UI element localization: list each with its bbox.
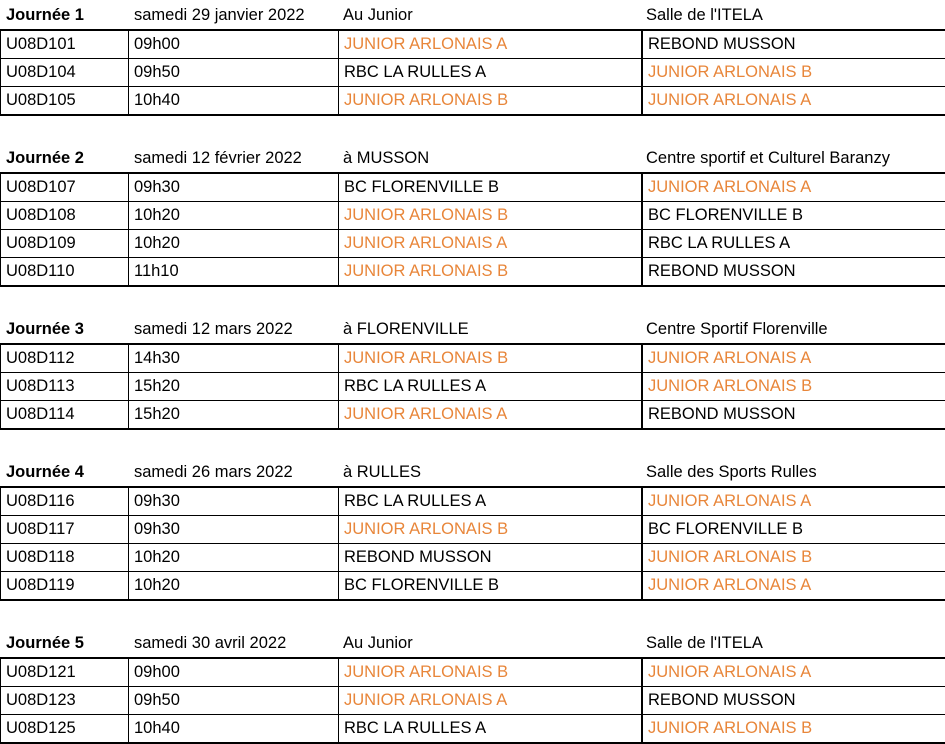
journee-block bbox=[0, 0, 945, 116]
matches-table bbox=[0, 172, 945, 287]
match-code: U08D113 bbox=[1, 373, 129, 401]
block-spacer bbox=[0, 116, 945, 143]
match-code: U08D110 bbox=[1, 258, 129, 287]
match-time: 14h30 bbox=[129, 344, 339, 373]
away-team: JUNIOR ARLONAIS B bbox=[642, 544, 945, 572]
home-team: BC FLORENVILLE B bbox=[339, 173, 643, 202]
journee-date: samedi 30 avril 2022 bbox=[134, 634, 286, 653]
home-team: JUNIOR ARLONAIS A bbox=[339, 687, 643, 715]
away-team: JUNIOR ARLONAIS A bbox=[642, 572, 945, 601]
home-team: RBC LA RULLES A bbox=[339, 487, 643, 516]
match-code: U08D104 bbox=[1, 59, 129, 87]
journee-place: à FLORENVILLE bbox=[343, 320, 469, 339]
away-team: JUNIOR ARLONAIS A bbox=[642, 87, 945, 116]
table-row bbox=[1, 258, 945, 287]
journee-venue: Salle des Sports Rulles bbox=[646, 463, 817, 482]
journee-block bbox=[0, 314, 945, 430]
journee-block bbox=[0, 628, 945, 744]
table-row bbox=[1, 516, 945, 544]
away-team: JUNIOR ARLONAIS B bbox=[642, 715, 945, 744]
away-team: BC FLORENVILLE B bbox=[642, 516, 945, 544]
table-row bbox=[1, 658, 945, 687]
table-row bbox=[1, 544, 945, 572]
match-time: 09h00 bbox=[129, 658, 339, 687]
table-row bbox=[1, 401, 945, 430]
journee-block bbox=[0, 457, 945, 601]
journee-date: samedi 12 mars 2022 bbox=[134, 320, 293, 339]
matches-table bbox=[0, 657, 945, 744]
journee-venue: Centre sportif et Culturel Baranzy bbox=[646, 149, 890, 168]
away-team: BC FLORENVILLE B bbox=[642, 202, 945, 230]
block-spacer bbox=[0, 430, 945, 457]
table-row bbox=[1, 59, 945, 87]
journee-venue: Centre Sportif Florenville bbox=[646, 320, 828, 339]
match-time: 09h30 bbox=[129, 487, 339, 516]
matches-table bbox=[0, 486, 945, 601]
home-team: JUNIOR ARLONAIS A bbox=[339, 230, 643, 258]
table-row bbox=[1, 687, 945, 715]
match-code: U08D114 bbox=[1, 401, 129, 430]
journee-date: samedi 26 mars 2022 bbox=[134, 463, 293, 482]
journee-place: Au Junior bbox=[343, 634, 413, 653]
away-team: REBOND MUSSON bbox=[642, 258, 945, 287]
journee-label: Journée 1 bbox=[6, 6, 84, 25]
away-team: JUNIOR ARLONAIS A bbox=[642, 658, 945, 687]
table-row bbox=[1, 230, 945, 258]
match-code: U08D123 bbox=[1, 687, 129, 715]
match-time: 10h40 bbox=[129, 87, 339, 116]
table-row bbox=[1, 715, 945, 744]
match-time: 09h50 bbox=[129, 687, 339, 715]
away-team: JUNIOR ARLONAIS B bbox=[642, 373, 945, 401]
match-code: U08D117 bbox=[1, 516, 129, 544]
match-time: 10h40 bbox=[129, 715, 339, 744]
journee-header bbox=[0, 314, 945, 343]
journee-header bbox=[0, 143, 945, 172]
journee-header bbox=[0, 0, 945, 29]
journee-place: à RULLES bbox=[343, 463, 421, 482]
journee-venue: Salle de l'ITELA bbox=[646, 634, 763, 653]
away-team: JUNIOR ARLONAIS A bbox=[642, 344, 945, 373]
away-team: JUNIOR ARLONAIS A bbox=[642, 487, 945, 516]
home-team: REBOND MUSSON bbox=[339, 544, 643, 572]
journee-header bbox=[0, 628, 945, 657]
match-time: 10h20 bbox=[129, 544, 339, 572]
home-team: JUNIOR ARLONAIS B bbox=[339, 202, 643, 230]
home-team: BC FLORENVILLE B bbox=[339, 572, 643, 601]
journee-date: samedi 29 janvier 2022 bbox=[134, 6, 305, 25]
matches-table bbox=[0, 29, 945, 116]
match-code: U08D107 bbox=[1, 173, 129, 202]
journee-date: samedi 12 février 2022 bbox=[134, 149, 302, 168]
match-time: 10h20 bbox=[129, 202, 339, 230]
table-row bbox=[1, 373, 945, 401]
table-row bbox=[1, 202, 945, 230]
table-row bbox=[1, 487, 945, 516]
home-team: JUNIOR ARLONAIS A bbox=[339, 401, 643, 430]
match-time: 10h20 bbox=[129, 572, 339, 601]
match-time: 09h30 bbox=[129, 173, 339, 202]
journee-place: Au Junior bbox=[343, 6, 413, 25]
match-time: 15h20 bbox=[129, 401, 339, 430]
match-time: 09h00 bbox=[129, 30, 339, 59]
home-team: JUNIOR ARLONAIS A bbox=[339, 30, 643, 59]
away-team: JUNIOR ARLONAIS A bbox=[642, 173, 945, 202]
home-team: JUNIOR ARLONAIS B bbox=[339, 658, 643, 687]
table-row bbox=[1, 572, 945, 601]
away-team: RBC LA RULLES A bbox=[642, 230, 945, 258]
match-code: U08D119 bbox=[1, 572, 129, 601]
home-team: JUNIOR ARLONAIS B bbox=[339, 516, 643, 544]
home-team: RBC LA RULLES A bbox=[339, 373, 643, 401]
home-team: JUNIOR ARLONAIS B bbox=[339, 258, 643, 287]
away-team: REBOND MUSSON bbox=[642, 401, 945, 430]
match-code: U08D108 bbox=[1, 202, 129, 230]
match-time: 15h20 bbox=[129, 373, 339, 401]
table-row bbox=[1, 87, 945, 116]
journee-label: Journée 5 bbox=[6, 634, 84, 653]
home-team: JUNIOR ARLONAIS B bbox=[339, 87, 643, 116]
matches-table bbox=[0, 343, 945, 430]
match-code: U08D125 bbox=[1, 715, 129, 744]
match-time: 10h20 bbox=[129, 230, 339, 258]
match-code: U08D109 bbox=[1, 230, 129, 258]
journee-venue: Salle de l'ITELA bbox=[646, 6, 763, 25]
block-spacer bbox=[0, 601, 945, 628]
match-code: U08D101 bbox=[1, 30, 129, 59]
match-time: 09h50 bbox=[129, 59, 339, 87]
home-team: RBC LA RULLES A bbox=[339, 715, 643, 744]
table-row bbox=[1, 344, 945, 373]
block-spacer bbox=[0, 287, 945, 314]
table-row bbox=[1, 173, 945, 202]
home-team: RBC LA RULLES A bbox=[339, 59, 643, 87]
match-code: U08D105 bbox=[1, 87, 129, 116]
match-time: 11h10 bbox=[129, 258, 339, 287]
journee-label: Journée 4 bbox=[6, 463, 84, 482]
match-time: 09h30 bbox=[129, 516, 339, 544]
away-team: REBOND MUSSON bbox=[642, 687, 945, 715]
match-code: U08D112 bbox=[1, 344, 129, 373]
journee-label: Journée 2 bbox=[6, 149, 84, 168]
match-code: U08D116 bbox=[1, 487, 129, 516]
journee-header bbox=[0, 457, 945, 486]
match-code: U08D121 bbox=[1, 658, 129, 687]
home-team: JUNIOR ARLONAIS B bbox=[339, 344, 643, 373]
match-code: U08D118 bbox=[1, 544, 129, 572]
journee-block bbox=[0, 143, 945, 287]
away-team: REBOND MUSSON bbox=[642, 30, 945, 59]
table-row bbox=[1, 30, 945, 59]
away-team: JUNIOR ARLONAIS B bbox=[642, 59, 945, 87]
journee-label: Journée 3 bbox=[6, 320, 84, 339]
journee-place: à MUSSON bbox=[343, 149, 429, 168]
